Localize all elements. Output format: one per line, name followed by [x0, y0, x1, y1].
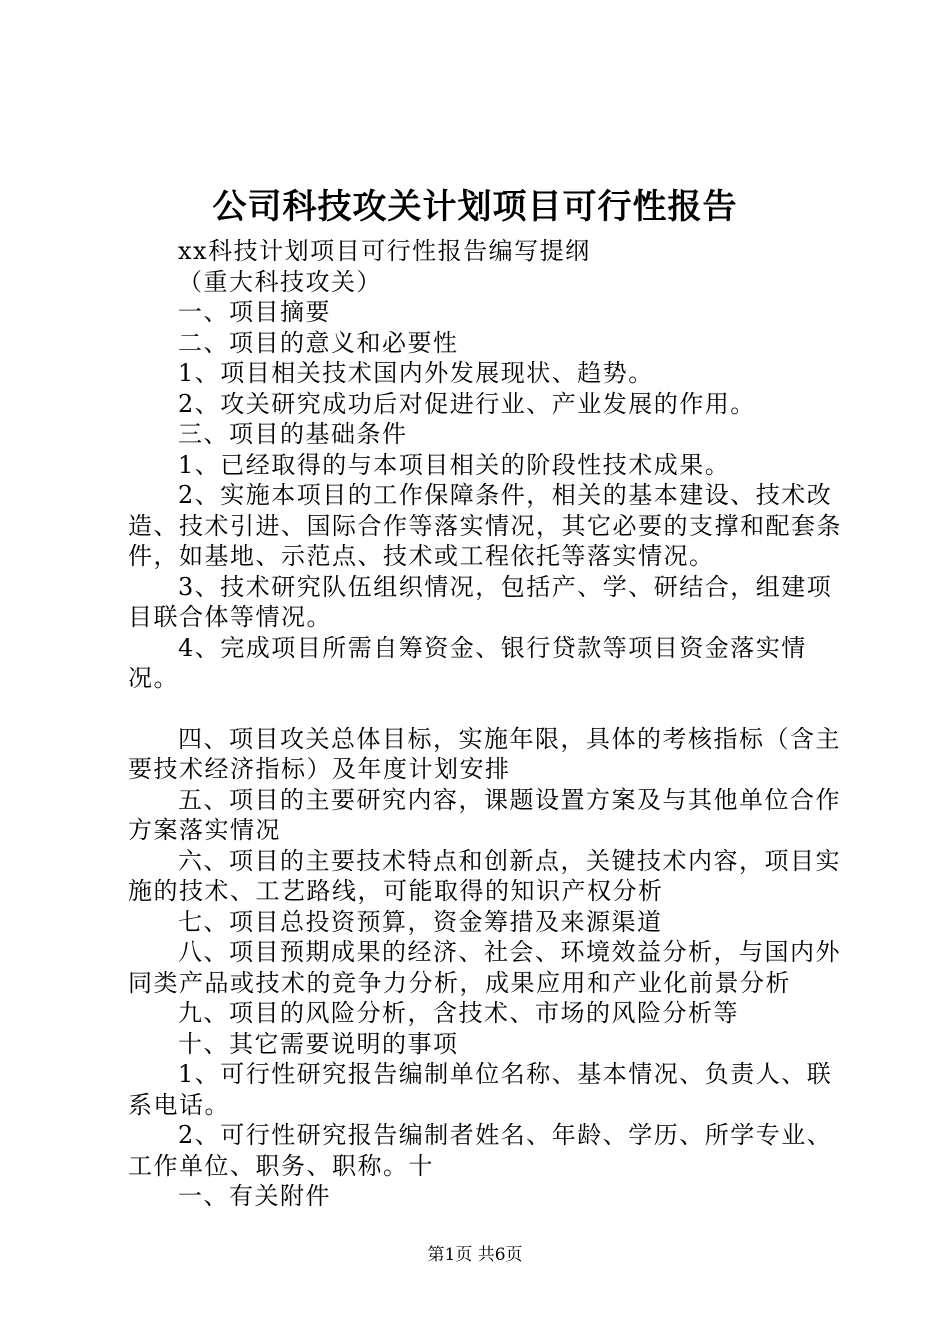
paragraph-section-4: 四、项目攻关总体目标，实施年限，具体的考核指标（含主要技术经济指标）及年度计划安排 — [128, 724, 841, 783]
page-footer: 第1页 共6页 — [427, 1245, 523, 1265]
paragraph-section-7: 七、项目总投资预算，资金筹措及来源渠道 — [178, 907, 663, 936]
paragraph-section-1: 一、项目摘要 — [178, 298, 331, 326]
paragraph-section-9: 九、项目的风险分析，含技术、市场的风险分析等 — [178, 999, 739, 1027]
paragraph-section-10: 十、其它需要说明的事项 — [178, 1029, 459, 1058]
paragraph-item: 4、完成项目所需自筹资金、银行贷款等项目资金落实情况。 — [128, 633, 807, 692]
paragraph-spacer — [128, 694, 848, 724]
paragraph-item: 1、项目相关技术国内外发展现状、趋势。 — [178, 359, 654, 387]
paragraph-subtitle: （重大科技攻关） — [178, 267, 382, 296]
paragraph-item: 1、已经取得的与本项目相关的阶段性技术成果。 — [178, 450, 731, 479]
paragraph-item: 2、攻关研究成功后对促进行业、产业发展的作用。 — [178, 389, 756, 418]
paragraph-section-5: 五、项目的主要研究内容，课题设置方案及与其他单位合作方案落实情况 — [128, 785, 841, 844]
paragraph-section-2: 二、项目的意义和必要性 — [178, 328, 459, 357]
paragraph-item: 3、技术研究队伍组织情况，包括产、学、研结合，组建项目联合体等情况。 — [128, 572, 833, 631]
paragraph-section-6: 六、项目的主要技术特点和创新点，关键技术内容，项目实施的技术、工艺路线，可能取得的知识产权分析 — [128, 846, 841, 905]
paragraph-item: 2、可行性研究报告编制者姓名、年龄、学历、所学专业、工作单位、职务、职称。十 — [128, 1121, 833, 1180]
paragraph-section-8: 八、项目预期成果的经济、社会、环境效益分析，与国内外同类产品或技术的竞争力分析，成果应用和产业化前景分析 — [128, 938, 841, 997]
document-body — [128, 236, 848, 1212]
paragraph-item: 1、可行性研究报告编制单位名称、基本情况、负责人、联系电话。 — [128, 1060, 833, 1119]
paragraph-outline-heading: xx科技计划项目可行性报告编写提纲 — [178, 237, 591, 265]
paragraph-section-11: 一、有关附件 — [178, 1182, 331, 1210]
page-title: 公司科技攻关计划项目可行性报告 — [212, 187, 738, 227]
paragraph-item: 2、实施本项目的工作保障条件，相关的基本建设、技术改造、技术引进、国际合作等落实情况，其它必要的支撑和配套条件，如基地、示范点、技术或工程依托等落实情况。 — [128, 481, 842, 570]
paragraph-section-3: 三、项目的基础条件 — [178, 420, 408, 448]
